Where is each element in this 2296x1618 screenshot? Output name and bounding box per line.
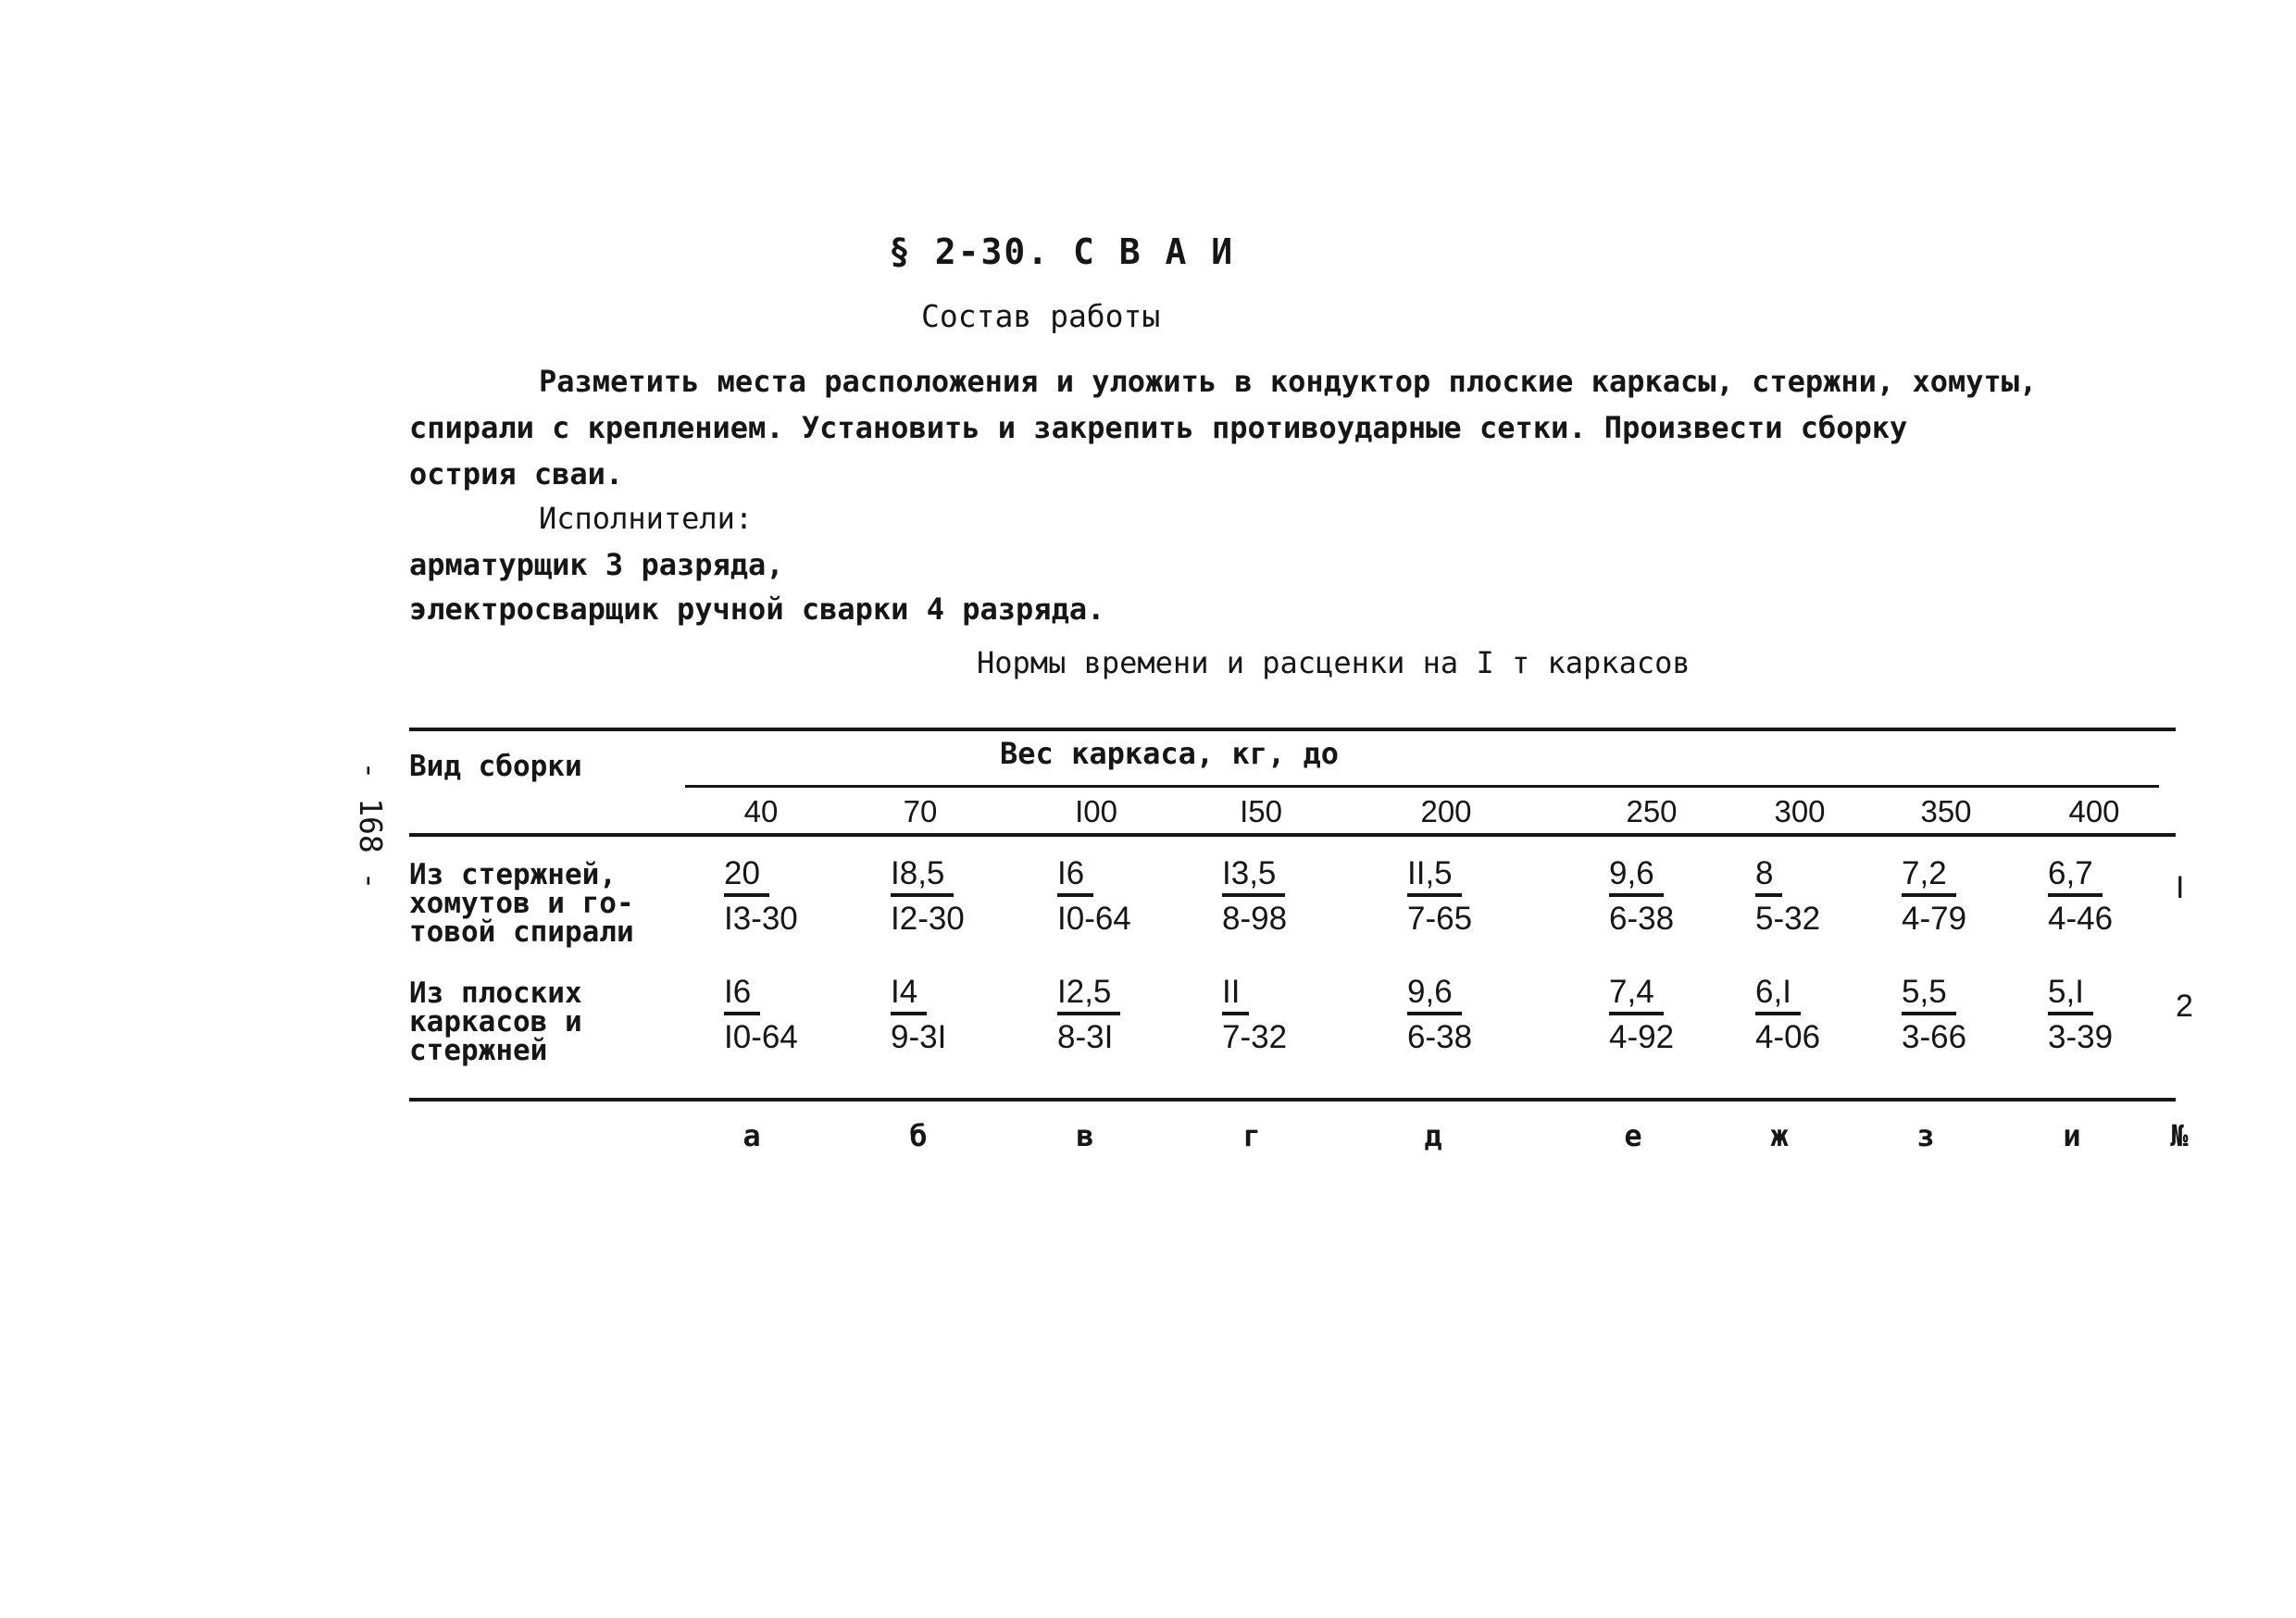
- row-label: стержней: [409, 1034, 548, 1067]
- column-letter: и: [2063, 1118, 2081, 1153]
- norm-value: 5,I: [2048, 975, 2093, 1015]
- weight-cell: I00: [1075, 794, 1117, 828]
- row-label: Из стержней,: [409, 858, 617, 891]
- norm-rate-cell: [891, 855, 1011, 938]
- norm-rate-cell: [2048, 974, 2168, 1056]
- table-title: Нормы времени и расценки на I т каркасов: [977, 645, 1691, 680]
- norm-rate-cell: [2048, 855, 2168, 938]
- weight-header: Вес каркаса, кг, до: [1000, 736, 1340, 771]
- norm-rate-cell: [1902, 974, 2022, 1056]
- performer-item: электросварщик ручной сварки 4 разряда.: [409, 591, 1105, 627]
- rate-value: 8-3I: [1057, 1019, 1114, 1055]
- rate-value: 5-32: [1755, 901, 1821, 937]
- norm-value: 6,I: [1755, 975, 1801, 1015]
- norm-rate-cell: [1609, 974, 1729, 1056]
- weight-cell: 300: [1774, 794, 1826, 828]
- norm-rate-cell: [1407, 855, 1528, 938]
- rate-value: 4-79: [1902, 901, 1967, 937]
- rate-value: I0-64: [1057, 901, 1131, 937]
- weight-cell: 200: [1420, 794, 1472, 828]
- table-bottom-rule: [409, 1098, 2176, 1101]
- weight-cell: 70: [903, 794, 938, 828]
- column-letter: б: [909, 1118, 928, 1153]
- column-letter: ж: [1770, 1118, 1789, 1153]
- header-bottom-rule: [409, 833, 2176, 837]
- norm-rate-cell: [1755, 974, 1876, 1056]
- norm-value: 5,5: [1902, 975, 1956, 1015]
- weight-cell: 40: [743, 794, 779, 828]
- rate-value: 4-06: [1755, 1019, 1821, 1055]
- row-label: каркасов и: [409, 1005, 582, 1039]
- column-letter: д: [1424, 1118, 1442, 1153]
- norm-value: I8,5: [891, 856, 954, 897]
- rate-value: 8-98: [1222, 901, 1288, 937]
- rate-value: 7-32: [1222, 1019, 1288, 1055]
- norm-value: I3,5: [1222, 856, 1285, 897]
- norm-rate-cell: [1057, 855, 1178, 938]
- row-label: хомутов и го-: [409, 887, 634, 920]
- column-letter: в: [1076, 1118, 1094, 1153]
- weight-cell: I50: [1240, 794, 1282, 828]
- rate-value: 6-38: [1609, 901, 1675, 937]
- weight-cell: 350: [1920, 794, 1972, 828]
- weight-cell: 250: [1626, 794, 1678, 828]
- norm-rate-cell: [1407, 974, 1528, 1056]
- norm-rate-cell: [891, 974, 1011, 1056]
- norm-value: 8: [1755, 856, 1782, 897]
- rate-value: 4-92: [1609, 1019, 1675, 1055]
- section-title: § 2-30. С В А И: [889, 231, 1235, 272]
- norm-rate-cell: [724, 855, 844, 938]
- performers-label: Исполнители:: [539, 501, 754, 536]
- row-label: товой спирали: [409, 915, 634, 949]
- rate-value: 7-65: [1407, 901, 1473, 937]
- weight-cell: 400: [2068, 794, 2120, 828]
- rate-value: 6-38: [1407, 1019, 1473, 1055]
- rate-value: 3-39: [2048, 1019, 2114, 1055]
- paragraph-line: острия сваи.: [409, 456, 624, 492]
- norm-value: I4: [891, 975, 927, 1015]
- weight-header-rule: [685, 785, 2159, 788]
- page-number: - 168 -: [353, 761, 389, 890]
- norm-value: 9,6: [1407, 975, 1462, 1015]
- column-letter: а: [742, 1118, 761, 1153]
- norm-value: I2,5: [1057, 975, 1120, 1015]
- rate-value: 3-66: [1902, 1019, 1967, 1055]
- norm-rate-cell: [1057, 974, 1178, 1056]
- row-label: Из плоских: [409, 977, 582, 1010]
- rate-value: 9-3I: [891, 1019, 947, 1055]
- norm-rate-cell: [1609, 855, 1729, 938]
- section-subtitle: Состав работы: [921, 298, 1161, 334]
- rate-value: I2-30: [891, 901, 965, 937]
- row-number: I: [2176, 870, 2185, 905]
- norm-value: 9,6: [1609, 856, 1664, 897]
- norm-value: I6: [724, 975, 760, 1015]
- norm-rate-cell: [1902, 855, 2022, 938]
- table-top-rule: [409, 728, 2176, 731]
- norm-rate-cell: [1222, 855, 1342, 938]
- norm-value: II,5: [1407, 856, 1462, 897]
- rate-value: 4-46: [2048, 901, 2114, 937]
- norm-rate-cell: [1755, 855, 1876, 938]
- number-sign: №: [2170, 1118, 2189, 1153]
- column-letter: з: [1916, 1118, 1935, 1153]
- column-letter: е: [1624, 1118, 1642, 1153]
- paragraph-line: Разметить места расположения и уложить в кондуктор плоские каркасы, стержни, хомуты,: [539, 364, 2038, 399]
- norm-value: II: [1222, 975, 1249, 1015]
- norm-value: 20: [724, 856, 769, 897]
- assembly-type-header: Вид сборки: [409, 750, 582, 783]
- column-letter: г: [1242, 1118, 1261, 1153]
- performer-item: арматурщик 3 разряда,: [409, 547, 784, 582]
- row-number: 2: [2176, 989, 2193, 1024]
- rate-value: I0-64: [724, 1019, 798, 1055]
- norm-rate-cell: [1222, 974, 1342, 1056]
- norm-value: 7,2: [1902, 856, 1956, 897]
- norm-value: 7,4: [1609, 975, 1664, 1015]
- norm-value: 6,7: [2048, 856, 2103, 897]
- paragraph-line: спирали с креплением. Установить и закрепить противоударные сетки. Произвести сборку: [409, 410, 1908, 445]
- rate-value: I3-30: [724, 901, 798, 937]
- norm-rate-cell: [724, 974, 844, 1056]
- norm-value: I6: [1057, 856, 1093, 897]
